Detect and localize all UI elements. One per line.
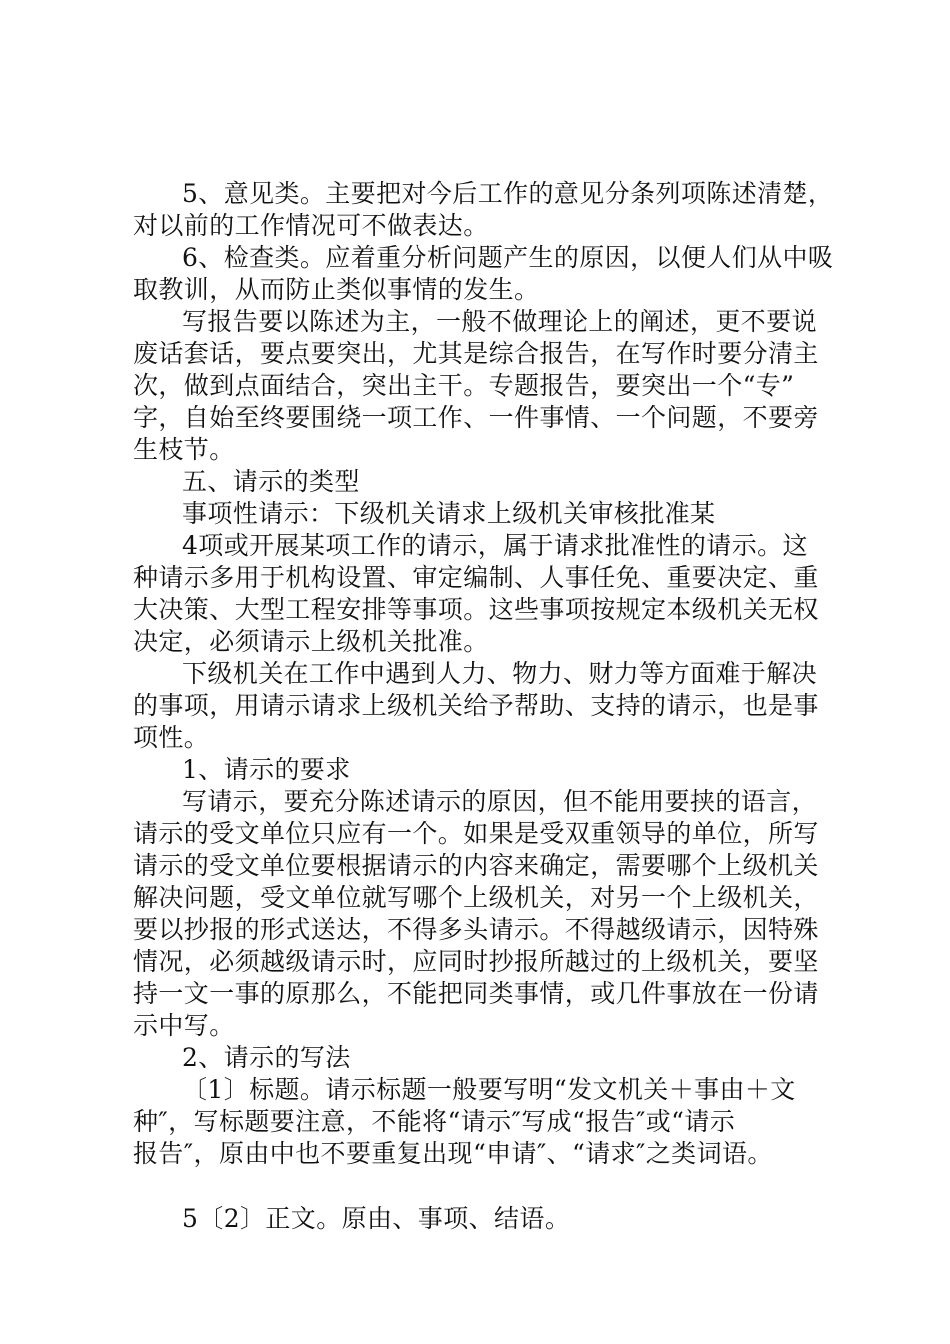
text-line: 事项性请示：下级机关请求上级机关审核批准某 <box>182 499 716 528</box>
subsection-heading: 1、请示的要求 <box>182 755 351 784</box>
text-line: 示中写。 <box>133 1011 235 1040</box>
subsection-heading: 2、请示的写法 <box>182 1043 351 1072</box>
text-line: 4项或开展某项工作的请示，属于请求批准性的请示。这 <box>182 531 808 560</box>
text-line: 种请示多用于机构设置、审定编制、人事任免、重要决定、重 <box>133 563 819 592</box>
text-line: 解决问题，受文单位就写哪个上级机关，对另一个上级机关， <box>133 883 819 912</box>
text-line: 废话套话，要点要突出，尤其是综合报告，在写作时要分清主 <box>133 339 819 368</box>
text-line: 对以前的工作情况可不做表达。 <box>133 211 489 240</box>
text-line: 请示的受文单位只应有一个。如果是受双重领导的单位，所写 <box>133 819 819 848</box>
text-line: 下级机关在工作中遇到人力、物力、财力等方面难于解决 <box>182 659 818 688</box>
text-line: 要以抄报的形式送达，不得多头请示。不得越级请示，因特殊 <box>133 915 819 944</box>
text-line: 写报告要以陈述为主，一般不做理论上的阐述，更不要说 <box>182 307 818 336</box>
text-line: 5、意见类。主要把对今后工作的意见分条列项陈述清楚， <box>182 179 834 208</box>
text-line: 请示的受文单位要根据请示的内容来确定，需要哪个上级机关 <box>133 851 819 880</box>
text-line: 项性。 <box>133 723 210 752</box>
text-line: 持一文一事的原那么，不能把同类事情，或几件事放在一份请 <box>133 979 819 1008</box>
text-line: 字，自始至终要围绕一项工作、一件事情、一个问题，不要旁 <box>133 403 819 432</box>
text-line: 次，做到点面结合，突出主干。专题报告，要突出一个“专” <box>133 371 795 400</box>
text-line: 的事项，用请示请求上级机关给予帮助、支持的请示，也是事 <box>133 691 819 720</box>
text-line: 〔1〕标题。请示标题一般要写明“发文机关＋事由＋文 <box>182 1075 796 1104</box>
text-line: 种″，写标题要注意，不能将“请示″写成“报告″或“请示 <box>133 1107 736 1136</box>
text-line: 情况，必须越级请示时，应同时抄报所越过的上级机关，要坚 <box>133 947 819 976</box>
text-line: 6、检查类。应着重分析问题产生的原因，以便人们从中吸 <box>182 243 834 272</box>
section-heading: 五、请示的类型 <box>182 467 360 496</box>
text-line: 取教训，从而防止类似事情的发生。 <box>133 275 540 304</box>
text-line: 大决策、大型工程安排等事项。这些事项按规定本级机关无权 <box>133 595 819 624</box>
text-line: 决定，必须请示上级机关批准。 <box>133 627 489 656</box>
text-line: 5〔2〕正文。原由、事项、结语。 <box>182 1204 571 1233</box>
text-line: 写请示，要充分陈述请示的原因，但不能用要挟的语言， <box>182 787 818 816</box>
text-line: 生枝节。 <box>133 435 235 464</box>
text-line: 报告″，原由中也不要重复出现“申请″、“请求″之类词语。 <box>133 1139 773 1168</box>
